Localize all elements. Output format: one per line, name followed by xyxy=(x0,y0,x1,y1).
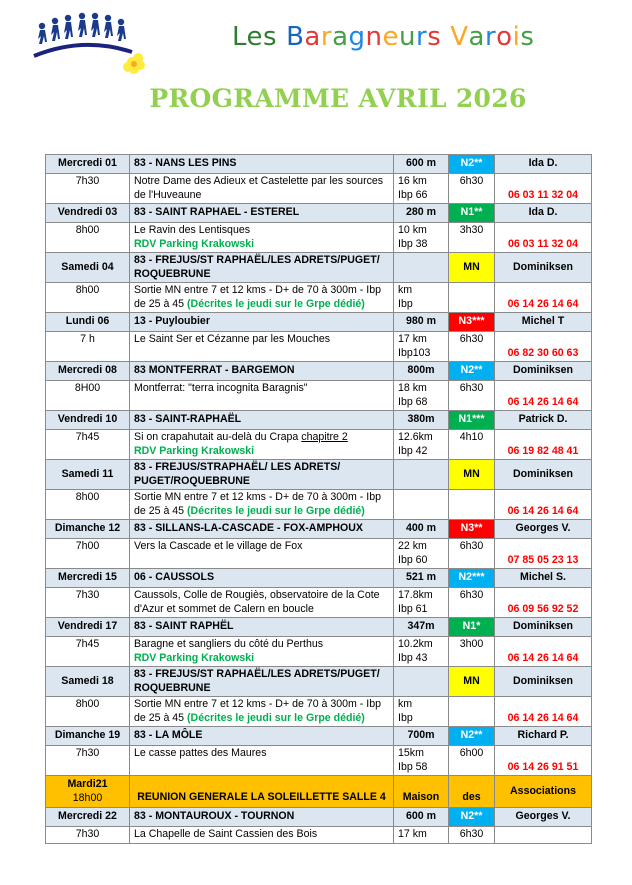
ibp-index: Ibp 42 xyxy=(398,444,428,457)
outing-leader: Dominiksen xyxy=(495,460,592,490)
description-text: Sortie MN entre 7 et 12 kms - D+ de 70 à 300m - Ibp de 25 à 45 xyxy=(134,491,382,517)
outing-detail-row xyxy=(46,490,592,520)
description-text: Montferrat: "terra incognita Baragnis" xyxy=(134,382,308,394)
outing-header-row xyxy=(46,155,592,174)
outing-elevation: 600 m xyxy=(394,808,449,827)
outing-header-row xyxy=(46,667,592,697)
meeting-title: REUNION GENERALE LA SOLEILLETTE SALLE 4 xyxy=(130,776,394,808)
brand-letter: r xyxy=(415,22,428,52)
flower-icon xyxy=(123,53,145,74)
outing-time: 7h30 xyxy=(46,746,130,776)
outing-description xyxy=(130,746,394,776)
outing-header-row xyxy=(46,520,592,539)
leader-phone: 06 09 56 92 52 xyxy=(495,588,592,618)
outing-elevation: 700m xyxy=(394,727,449,746)
outing-time: 7h45 xyxy=(46,637,130,667)
outing-description xyxy=(130,637,394,667)
brand-letter: r xyxy=(484,22,497,52)
outing-distance xyxy=(394,283,449,313)
description-text: Le casse pattes des Maures xyxy=(134,747,267,759)
outing-date: Dimanche 12 xyxy=(46,520,130,539)
outing-distance xyxy=(394,637,449,667)
outing-detail-row xyxy=(46,430,592,460)
meeting-time: 18h00 xyxy=(72,791,103,804)
outing-time: 7h45 xyxy=(46,430,130,460)
description-note: (Décrites le jeudi sur le Grpe dédié) xyxy=(187,711,365,724)
outing-place: 83 - NANS LES PINS xyxy=(130,155,394,174)
distance-km: 12.6km xyxy=(398,431,433,443)
outing-place: 06 - CAUSSOLS xyxy=(130,569,394,588)
outing-duration: 6h30 xyxy=(449,174,495,204)
outing-place: 83 - FREJUS/ST RAPHAËL/LES ADRETS/PUGET/ ROQUEBRUNE xyxy=(130,667,394,697)
brand-letter: B xyxy=(286,22,305,52)
description-text: Le Ravin des Lentisques xyxy=(134,224,251,236)
outing-leader: Ida D. xyxy=(495,204,592,223)
outing-place: 83 MONTFERRAT - BARGEMON xyxy=(130,362,394,381)
outing-duration: 6h30 xyxy=(449,588,495,618)
outing-header-row xyxy=(46,569,592,588)
outing-distance xyxy=(394,223,449,253)
leader-phone xyxy=(495,827,592,844)
brand-letter: n xyxy=(365,22,383,52)
brand-letter: a xyxy=(332,22,349,52)
outing-time: 8h00 xyxy=(46,697,130,727)
outing-level: MN xyxy=(449,460,495,490)
meeting-venue-2: des xyxy=(449,776,495,808)
description-text: Sortie MN entre 7 et 12 kms - D+ de 70 à 300m - Ibp de 25 à 45 xyxy=(134,698,382,724)
outing-distance xyxy=(394,332,449,362)
outing-leader: Dominiksen xyxy=(495,253,592,283)
description-text: Sortie MN entre 7 et 12 kms - D+ de 70 à 300m - Ibp de 25 à 45 xyxy=(134,284,382,310)
ibp-index: Ibp 68 xyxy=(398,395,428,408)
outing-description xyxy=(130,430,394,460)
distance-km: 17 km xyxy=(398,333,427,345)
description-text: Si on crapahutait au-delà du Crapa xyxy=(134,431,299,443)
outing-duration: 6h30 xyxy=(449,381,495,411)
outing-place: 83 - SAINT RAPHËL xyxy=(130,618,394,637)
outing-distance xyxy=(394,381,449,411)
outing-time: 7h00 xyxy=(46,539,130,569)
description-note: (Décrites le jeudi sur le Grpe dédié) xyxy=(187,297,365,310)
ibp-index: Ibp 43 xyxy=(398,651,428,664)
distance-km: km xyxy=(398,284,413,296)
outing-place: 83 - FREJUS/STRAPHAËL/ LES ADRETS/ PUGET/ROQUEBRUNE xyxy=(130,460,394,490)
distance-km: 17.8km xyxy=(398,589,433,601)
outing-distance xyxy=(394,746,449,776)
ibp-index: Ibp 58 xyxy=(398,760,428,773)
leader-phone: 06 14 26 14 64 xyxy=(495,381,592,411)
outing-elevation: 800m xyxy=(394,362,449,381)
brand-letter: a xyxy=(304,22,321,52)
outing-date: Mercredi 22 xyxy=(46,808,130,827)
outing-level: MN xyxy=(449,667,495,697)
outing-description xyxy=(130,283,394,313)
meeting-point: RDV Parking Krakowski xyxy=(134,444,255,457)
outing-duration: 6h30 xyxy=(449,332,495,362)
leader-phone: 06 14 26 14 64 xyxy=(495,283,592,313)
ibp-index: Ibp xyxy=(398,711,413,724)
outing-distance xyxy=(394,490,449,520)
outing-elevation: 400 m xyxy=(394,520,449,539)
outing-header-row xyxy=(46,362,592,381)
leader-phone: 06 14 26 14 64 xyxy=(495,490,592,520)
outing-leader: Michel T xyxy=(495,313,592,332)
outing-elevation xyxy=(394,460,449,490)
outing-description xyxy=(130,588,394,618)
brand-letter: o xyxy=(496,22,513,52)
club-name xyxy=(232,22,534,52)
distance-km: 16 km xyxy=(398,175,427,187)
outing-date: Vendredi 17 xyxy=(46,618,130,637)
description-text: Le Saint Ser et Cézanne par les Mouches xyxy=(134,333,331,345)
outing-leader: Ida D. xyxy=(495,155,592,174)
outing-description xyxy=(130,490,394,520)
outing-header-row xyxy=(46,253,592,283)
brand-letter: a xyxy=(468,22,485,52)
outing-time: 7h30 xyxy=(46,827,130,844)
outing-duration xyxy=(449,283,495,313)
outing-elevation xyxy=(394,253,449,283)
brand-letter: i xyxy=(512,22,521,52)
outing-detail-row xyxy=(46,332,592,362)
outing-date: Vendredi 10 xyxy=(46,411,130,430)
outing-date: Lundi 06 xyxy=(46,313,130,332)
outing-place: 83 - SAINT-RAPHAËL xyxy=(130,411,394,430)
outing-leader: Georges V. xyxy=(495,808,592,827)
meeting-day: Mardi21 xyxy=(67,778,108,790)
outing-description xyxy=(130,332,394,362)
outing-leader: Dominiksen xyxy=(495,667,592,697)
ibp-index: Ibp 66 xyxy=(398,188,428,201)
outing-description xyxy=(130,697,394,727)
description-text: Vers la Cascade et le village de Fox xyxy=(134,540,303,552)
outing-description xyxy=(130,174,394,204)
outing-duration: 6h00 xyxy=(449,746,495,776)
outing-distance xyxy=(394,430,449,460)
description-text: Caussols, Colle de Rougiès, observatoire de la Cote d'Azur et sommet de Calern en boucle xyxy=(134,589,380,615)
leader-phone: 07 85 05 23 13 xyxy=(495,539,592,569)
outing-level: N2** xyxy=(449,808,495,827)
outing-level: MN xyxy=(449,253,495,283)
brand-letter: V xyxy=(450,22,469,52)
outing-time: 8h00 xyxy=(46,283,130,313)
outing-header-row xyxy=(46,618,592,637)
outing-description xyxy=(130,381,394,411)
outing-time: 7 h xyxy=(46,332,130,362)
description-chapter: chapitre 2 xyxy=(301,431,348,443)
distance-km: 10.2km xyxy=(398,638,433,650)
meeting-point: RDV Parking Krakowski xyxy=(134,651,255,664)
outing-date: Mercredi 01 xyxy=(46,155,130,174)
brand-letter: e xyxy=(382,22,399,52)
distance-km: 10 km xyxy=(398,224,427,236)
outing-duration: 6h30 xyxy=(449,827,495,844)
outing-detail-row xyxy=(46,539,592,569)
outing-leader: Patrick D. xyxy=(495,411,592,430)
leader-phone: 06 82 30 60 63 xyxy=(495,332,592,362)
outing-place: 13 - Puyloubier xyxy=(130,313,394,332)
outing-time: 8H00 xyxy=(46,381,130,411)
outing-description xyxy=(130,827,394,844)
distance-km: 18 km xyxy=(398,382,427,394)
outing-distance xyxy=(394,539,449,569)
outing-duration: 4h10 xyxy=(449,430,495,460)
outing-level: N2*** xyxy=(449,569,495,588)
page-title: PROGRAMME AVRIL 2026 xyxy=(149,84,527,113)
outing-place: 83 - SILLANS-LA-CASCADE - FOX-AMPHOUX xyxy=(130,520,394,539)
outing-header-row xyxy=(46,313,592,332)
outing-header-row xyxy=(46,727,592,746)
outing-duration: 6h30 xyxy=(449,539,495,569)
brand-letter: r xyxy=(320,22,333,52)
outing-distance xyxy=(394,827,449,844)
outing-distance xyxy=(394,697,449,727)
description-note: (Décrites le jeudi sur le Grpe dédié) xyxy=(187,504,365,517)
outing-detail-row xyxy=(46,381,592,411)
description-text: La Chapelle de Saint Cassien des Bois xyxy=(134,828,318,840)
outing-detail-row xyxy=(46,283,592,313)
outing-elevation: 521 m xyxy=(394,569,449,588)
outing-level: N3** xyxy=(449,520,495,539)
outing-detail-row xyxy=(46,746,592,776)
meeting-venue-1: Maison xyxy=(394,776,449,808)
ibp-index: Ibp 38 xyxy=(398,237,428,250)
outing-time: 7h30 xyxy=(46,588,130,618)
ibp-index: Ibp 61 xyxy=(398,602,428,615)
outing-elevation: 980 m xyxy=(394,313,449,332)
outing-leader: Dominiksen xyxy=(495,362,592,381)
leader-phone: 06 14 26 14 64 xyxy=(495,637,592,667)
leader-phone: 06 19 82 48 41 xyxy=(495,430,592,460)
outing-date: Vendredi 03 xyxy=(46,204,130,223)
brand-letter: u xyxy=(399,22,416,52)
outing-level: N2** xyxy=(449,155,495,174)
outing-date: Samedi 04 xyxy=(46,253,130,283)
outing-elevation: 380m xyxy=(394,411,449,430)
outing-detail-row xyxy=(46,827,592,844)
outing-place: 83 - LA MÔLE xyxy=(130,727,394,746)
distance-km: 15km xyxy=(398,747,424,759)
outing-leader: Michel S. xyxy=(495,569,592,588)
outing-level: N1** xyxy=(449,204,495,223)
brand-letter: s xyxy=(520,22,535,52)
ibp-index: Ibp 60 xyxy=(398,553,428,566)
leader-phone: 06 14 26 14 64 xyxy=(495,697,592,727)
brand-letter: g xyxy=(348,22,366,52)
outing-place: 83 - MONTAUROUX - TOURNON xyxy=(130,808,394,827)
outing-date: Samedi 18 xyxy=(46,667,130,697)
outing-header-row xyxy=(46,460,592,490)
description-text: Baragne et sangliers du côté du Perthus xyxy=(134,638,324,650)
outing-place: 83 - FREJUS/ST RAPHAËL/LES ADRETS/PUGET/ ROQUEBRUNE xyxy=(130,253,394,283)
distance-km: km xyxy=(398,698,413,710)
outing-distance xyxy=(394,588,449,618)
distance-km: 17 km xyxy=(398,828,427,840)
outing-time: 7h30 xyxy=(46,174,130,204)
outing-date: Dimanche 19 xyxy=(46,727,130,746)
outing-header-row xyxy=(46,411,592,430)
outing-detail-row xyxy=(46,697,592,727)
club-logo xyxy=(28,10,158,76)
outing-description xyxy=(130,539,394,569)
outing-time: 8h00 xyxy=(46,490,130,520)
outing-duration xyxy=(449,697,495,727)
outing-distance xyxy=(394,174,449,204)
brand-letter: Les xyxy=(232,22,278,52)
outing-description xyxy=(130,223,394,253)
outing-place: 83 - SAINT RAPHAEL - ESTEREL xyxy=(130,204,394,223)
outing-leader: Richard P. xyxy=(495,727,592,746)
outing-elevation: 280 m xyxy=(394,204,449,223)
ibp-index: Ibp103 xyxy=(398,346,431,359)
outing-detail-row xyxy=(46,588,592,618)
outing-duration: 3h30 xyxy=(449,223,495,253)
outing-leader: Georges V. xyxy=(495,520,592,539)
outing-duration xyxy=(449,490,495,520)
outing-elevation: 600 m xyxy=(394,155,449,174)
outing-detail-row xyxy=(46,174,592,204)
meeting-venue-3: Associations xyxy=(495,776,592,808)
outing-level: N1* xyxy=(449,618,495,637)
outing-detail-row xyxy=(46,637,592,667)
outing-elevation: 347m xyxy=(394,618,449,637)
meeting-point: RDV Parking Krakowski xyxy=(134,237,255,250)
outing-date: Samedi 11 xyxy=(46,460,130,490)
general-meeting-row xyxy=(46,776,592,808)
leader-phone: 06 14 26 91 51 xyxy=(495,746,592,776)
outing-elevation xyxy=(394,667,449,697)
outing-duration: 3h00 xyxy=(449,637,495,667)
outing-header-row xyxy=(46,808,592,827)
outing-level: N2** xyxy=(449,362,495,381)
ibp-index: Ibp xyxy=(398,297,413,310)
outing-date: Mercredi 15 xyxy=(46,569,130,588)
outing-detail-row xyxy=(46,223,592,253)
outing-time: 8h00 xyxy=(46,223,130,253)
outing-date: Mercredi 08 xyxy=(46,362,130,381)
leader-phone: 06 03 11 32 04 xyxy=(495,174,592,204)
outing-level: N3*** xyxy=(449,313,495,332)
brand-letter: s xyxy=(427,22,442,52)
meeting-date xyxy=(46,776,130,808)
outing-header-row xyxy=(46,204,592,223)
leader-phone: 06 03 11 32 04 xyxy=(495,223,592,253)
outing-leader: Dominiksen xyxy=(495,618,592,637)
outing-level: N1*** xyxy=(449,411,495,430)
distance-km: 22 km xyxy=(398,540,427,552)
description-text: Notre Dame des Adieux et Castelette par les sources de l'Huveaune xyxy=(134,175,384,201)
program-table xyxy=(45,154,591,844)
outing-level: N2** xyxy=(449,727,495,746)
